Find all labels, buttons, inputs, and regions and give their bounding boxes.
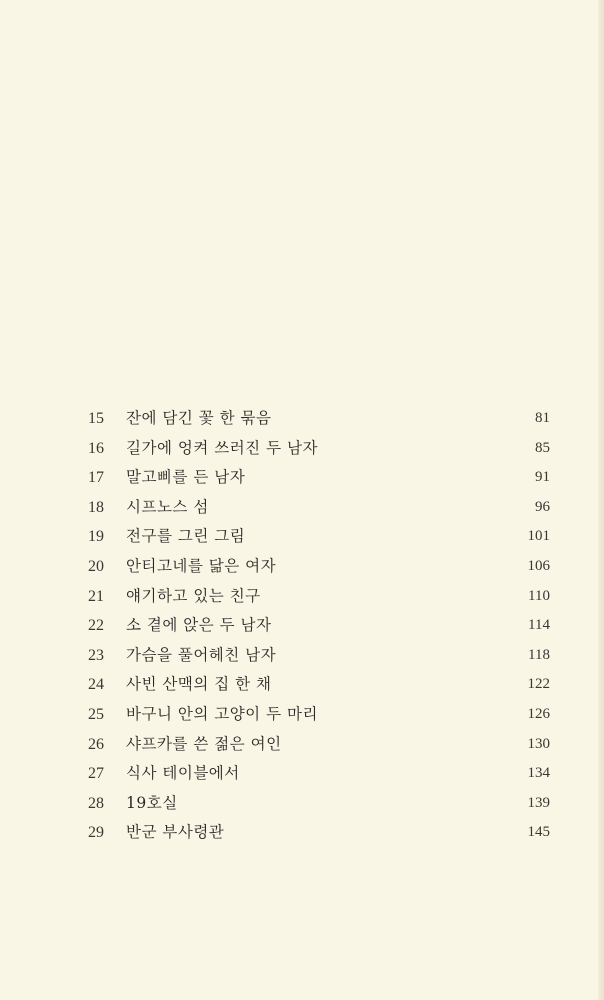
chapter-number: 19: [88, 528, 104, 546]
page-number: 81: [535, 410, 550, 426]
chapter-number: 22: [88, 617, 104, 635]
chapter-number: 23: [88, 646, 104, 664]
page-number: 101: [527, 528, 550, 545]
chapter-number: 16: [88, 439, 104, 457]
chapter-title: 길가에 엉켜 쓰러진 두 남자: [126, 438, 318, 457]
page-number: 126: [527, 705, 550, 722]
chapter-number: 29: [88, 824, 104, 842]
page-number: 130: [527, 735, 550, 752]
chapter-title: 소 곁에 앉은 두 남자: [126, 616, 272, 635]
chapter-title: 바구니 안의 고양이 두 마리: [126, 704, 318, 723]
chapter-title: 시프노스 섬: [126, 497, 209, 516]
toc-entry: [0, 493, 604, 523]
toc-entry: [0, 434, 604, 464]
chapter-number: 15: [88, 410, 104, 427]
page-number: 106: [527, 557, 550, 574]
chapter-title: 안티고네를 닮은 여자: [126, 556, 277, 575]
toc-entry: [0, 670, 604, 700]
toc-entry: [0, 582, 604, 612]
page-number: 110: [528, 587, 550, 604]
toc-entry: [0, 641, 604, 671]
toc-entry: [0, 552, 604, 582]
chapter-number: 26: [88, 735, 104, 753]
table-of-contents: [0, 404, 604, 848]
chapter-title: 전구를 그린 그림: [126, 527, 246, 546]
chapter-title: 19호실: [126, 793, 178, 812]
page-number: 122: [527, 676, 550, 693]
chapter-title: 말고삐를 든 남자: [126, 468, 246, 487]
chapter-title: 식사 테이블에서: [126, 764, 240, 783]
page-number: 139: [527, 794, 550, 811]
chapter-number: 27: [88, 765, 104, 783]
chapter-title: 잔에 담긴 꽃 한 묶음: [126, 409, 272, 427]
chapter-title: 반군 부사령관: [126, 823, 225, 842]
page-number: 145: [527, 824, 550, 841]
page-number: 96: [535, 498, 550, 515]
chapter-title: 사빈 산맥의 집 한 채: [126, 675, 272, 694]
chapter-title: 샤프카를 쓴 젊은 여인: [126, 734, 282, 753]
toc-entry: [0, 404, 604, 434]
toc-entry: [0, 818, 604, 848]
chapter-number: 20: [88, 557, 104, 575]
toc-entry: [0, 522, 604, 552]
chapter-number: 28: [88, 794, 104, 812]
chapter-number: 17: [88, 469, 104, 487]
chapter-number: 24: [88, 676, 104, 694]
page-number: 134: [527, 765, 550, 782]
toc-entry: [0, 611, 604, 641]
toc-entry: [0, 730, 604, 760]
chapter-number: 18: [88, 498, 104, 516]
chapter-title: 가슴을 풀어헤친 남자: [126, 645, 277, 664]
page-number: 91: [535, 469, 550, 486]
page-number: 85: [535, 439, 550, 456]
chapter-number: 25: [88, 705, 104, 723]
toc-entry: [0, 759, 604, 789]
chapter-title: 얘기하고 있는 친구: [126, 586, 261, 605]
page-number: 118: [528, 646, 550, 663]
toc-entry: [0, 700, 604, 730]
toc-entry: [0, 463, 604, 493]
toc-entry: [0, 789, 604, 819]
chapter-number: 21: [88, 587, 104, 605]
page-number: 114: [528, 617, 550, 634]
